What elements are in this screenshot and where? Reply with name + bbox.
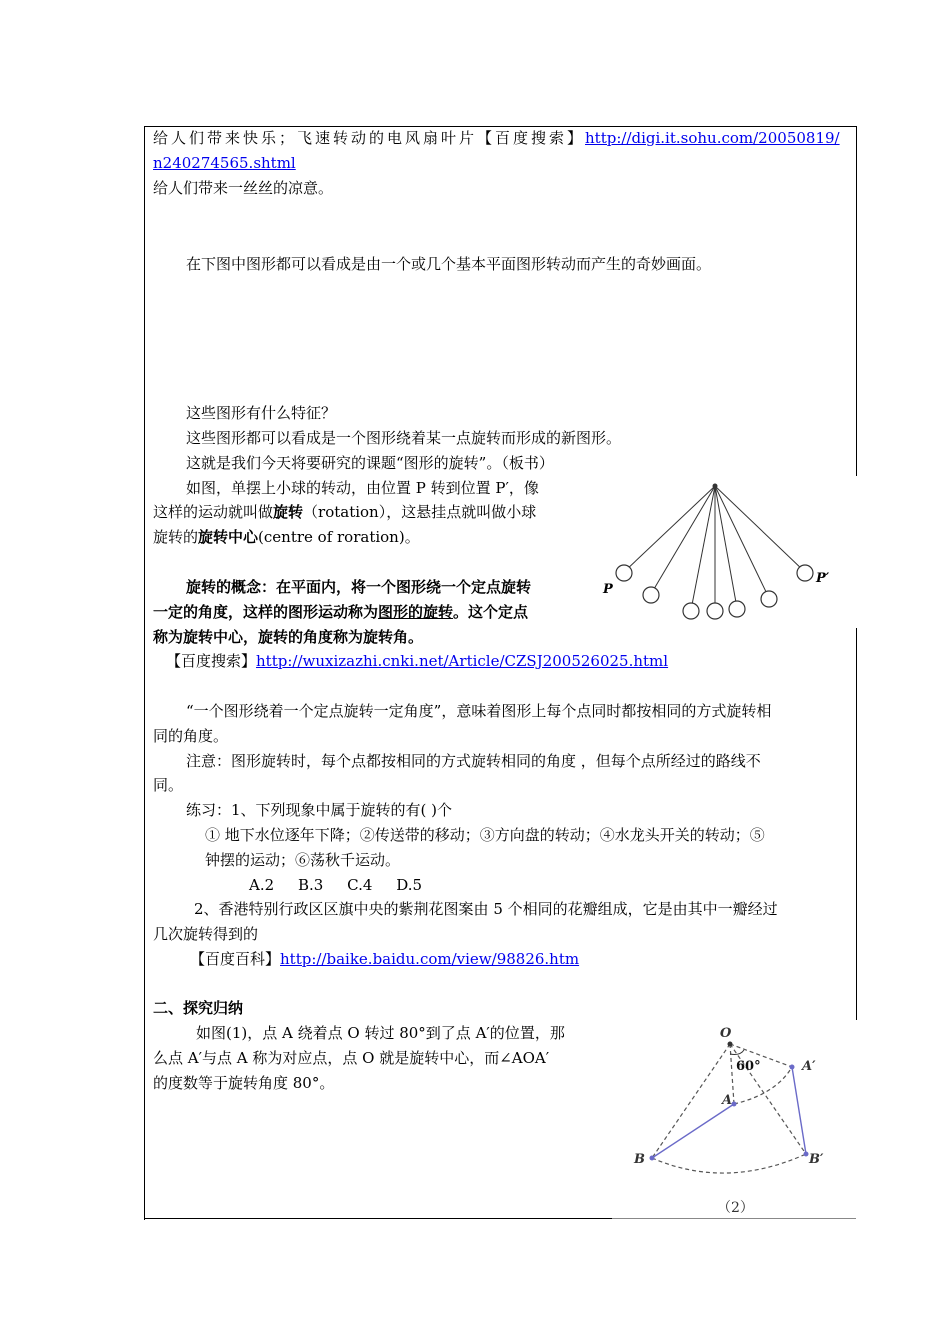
table-border-right: [856, 126, 857, 476]
concept-line: 一定的角度，这样的图形运动称为图形的旋转。这个定点: [153, 603, 529, 621]
paragraph-line: 这就是我们今天将要研究的课题“图形的旋转”。（板书）: [186, 454, 554, 472]
paragraph-line: 【百度百科】http://baike.baidu.com/view/98826.htm: [190, 950, 580, 968]
paragraph-line: [153, 151, 296, 175]
exercise-line: 钟摆的运动；⑥荡秋千运动。: [205, 851, 401, 869]
sohu-link[interactable]: http://digi.it.sohu.com/20050819/: [585, 129, 840, 147]
exercise-line: 几次旋转得到的: [153, 925, 259, 943]
paragraph-line: 么点 A′与点 A 称为对应点，点 O 就是旋转中心，而∠AOA′: [153, 1049, 550, 1067]
paragraph-line: 这样的运动就叫做旋转（rotation），这悬挂点就叫做小球: [153, 503, 537, 521]
paragraph-line: 注意：图形旋转时，每个点都按相同的方式旋转相同的角度 ，但每个点所经过的路线不: [186, 752, 761, 770]
paragraph-line: 给人们带来快乐；飞速转动的电风扇叶片【百度搜索】http://digi.it.sohu.com/20050819/: [153, 129, 840, 147]
table-border-right: [856, 628, 857, 1020]
label-p-prime: P′: [816, 571, 830, 586]
label-b: B: [634, 1152, 645, 1167]
cnki-link[interactable]: http://wuxizazhi.cnki.net/Article/CZSJ200526025.html: [256, 652, 669, 670]
paragraph-line: 同。: [153, 776, 184, 794]
paragraph-line: 如图，单摆上小球的转动，由位置 P 转到位置 P′，像: [186, 479, 539, 497]
exercise-line: 2、香港特别行政区区旗中央的紫荆花图案由 5 个相同的花瓣组成，它是由其中一瓣经过: [194, 900, 778, 918]
exercise-options: A.2 B.3 C.4 D.5: [249, 876, 423, 894]
label-a-prime: A′: [802, 1059, 816, 1074]
paragraph-line: 这些图形有什么特征？: [186, 404, 337, 422]
label-a: A: [722, 1093, 733, 1108]
concept-line: 称为旋转中心，旋转的角度称为旋转角。: [153, 628, 424, 646]
paragraph-line: 在下图中图形都可以看成是由一个或几个基本平面图形转动而产生的奇妙画面。: [186, 255, 712, 273]
paragraph-line: 如图(1)，点 A 绕着点 O 转过 80°到了点 A′的位置，那: [196, 1024, 565, 1042]
paragraph-line: 【百度搜索】http://wuxizazhi.cnki.net/Article/CZSJ200526025.html: [166, 652, 669, 670]
label-o: O: [720, 1026, 732, 1041]
rotation-figure: [626, 1020, 852, 1220]
pendulum-figure: [594, 474, 856, 626]
paragraph-line: 同的角度。: [153, 727, 229, 745]
label-p: P: [603, 582, 613, 597]
paragraph-line: 的度数等于旋转角度 80°。: [153, 1074, 335, 1092]
exercise-line: 练习：1、下列现象中属于旋转的有( )个: [186, 801, 453, 819]
exercise-line: ① 地下水位逐年下降；②传送带的移动；③方向盘的转动；④水龙头开关的转动；⑤: [205, 826, 765, 844]
figure-caption: （2）: [717, 1200, 754, 1216]
paragraph-line: 这些图形都可以看成是一个图形绕着某一点旋转而形成的新图形。: [186, 429, 622, 447]
label-angle: 60°: [736, 1059, 761, 1074]
baike-link[interactable]: http://baike.baidu.com/view/98826.htm: [280, 950, 580, 968]
section-heading: 二、探究归纳: [153, 999, 244, 1017]
concept-line: 旋转的概念：在平面内，将一个图形绕一个定点旋转: [186, 578, 532, 596]
paragraph-line: 旋转的旋转中心(centre of roration)。: [153, 528, 420, 546]
paragraph-line: 给人们带来一丝丝的凉意。: [153, 179, 334, 197]
label-b-prime: B′: [809, 1152, 824, 1167]
table-border-bottom: [144, 1218, 612, 1219]
sohu-link[interactable]: n240274565.shtml: [153, 154, 296, 172]
paragraph-line: “一个图形绕着一个定点旋转一定角度”，意味着图形上每个点同时都按相同的方式旋转相: [186, 702, 772, 720]
